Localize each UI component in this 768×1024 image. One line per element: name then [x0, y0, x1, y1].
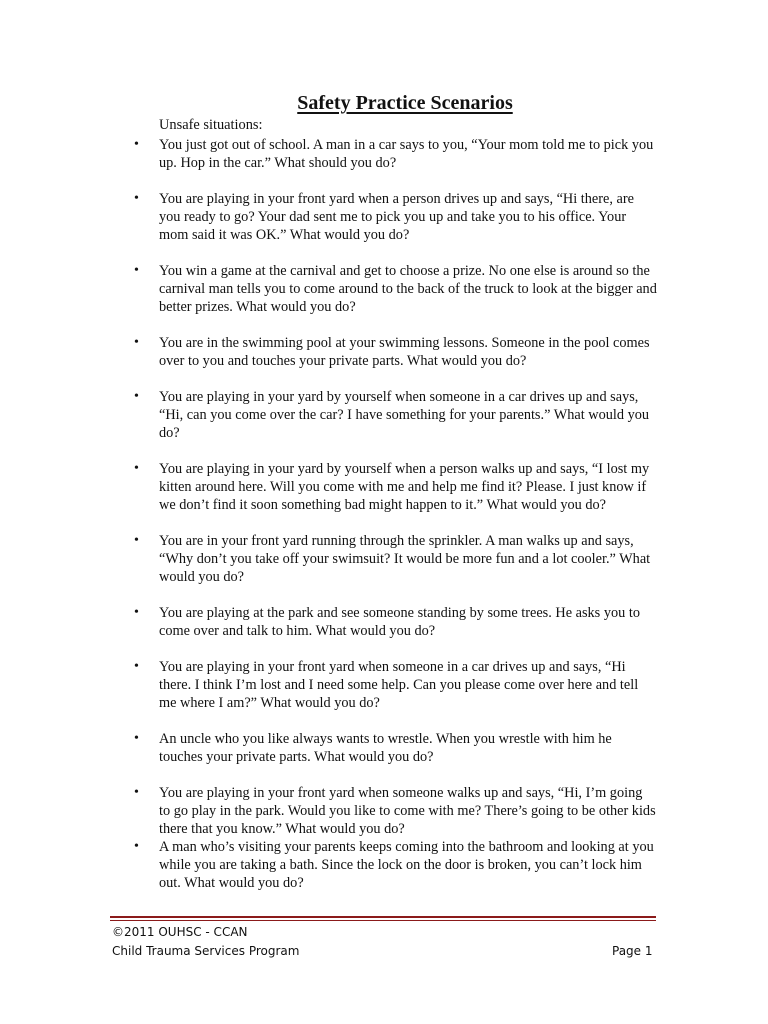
scenario-text: You are playing in your front yard when someone in a car drives up and says, “Hi there. I think I’m lost and I need some help. Can you please come over here and tell me where I am?” What would you do?: [159, 659, 639, 711]
footer-program-name: Child Trauma Services Program: [112, 944, 300, 958]
scenario-text: You are in the swimming pool at your swimming lessons. Someone in the pool comes over to you and touches your private parts. What would you do?: [159, 335, 650, 369]
scenario-text: You win a game at the carnival and get to choose a prize. No one else is around so the carnival man tells you to come around to the back of the truck to look at the bigger and better prizes. What would you do?: [159, 263, 657, 315]
bullet-icon: •: [134, 605, 139, 620]
scenario-text: You are playing in your yard by yourself when someone in a car drives up and says, “Hi, can you come over the car? I have something for your parents.” What would you do?: [159, 389, 650, 441]
list-item: [0, 730, 657, 766]
list-item: [0, 460, 657, 514]
bullet-icon: •: [134, 137, 139, 152]
list-item: [0, 334, 657, 370]
bullet-icon: •: [134, 785, 139, 800]
bullet-icon: •: [134, 335, 139, 350]
scenario-text: You are playing in your front yard when a person drives up and says, “Hi there, are you ready to go? Your dad sent me to pick you up and take you to his office. Your mom said it was OK.” What would you do?: [159, 191, 634, 243]
section-subheading: Unsafe situations:: [159, 117, 263, 133]
list-item: [0, 838, 657, 892]
list-item: [0, 136, 657, 172]
footer-page-number: Page 1: [612, 944, 653, 958]
scenario-text: You just got out of school. A man in a car says to you, “Your mom told me to pick you up. Hop in the car.” What should you do?: [159, 137, 654, 171]
scenario-text: An uncle who you like always wants to wrestle. When you wrestle with him he touches your private parts. What would you do?: [159, 731, 612, 765]
bullet-icon: •: [134, 731, 139, 746]
scenario-text: You are playing at the park and see someone standing by some trees. He asks you to come over and talk to him. What would you do?: [159, 605, 640, 639]
footer-divider: [110, 916, 656, 918]
bullet-icon: •: [134, 191, 139, 206]
bullet-icon: •: [134, 533, 139, 548]
scenario-text: You are playing in your front yard when someone walks up and says, “Hi, I’m going to go play in the park. Would you like to come with me? There’s going to be other kids there that you know.” What would you do?: [159, 785, 656, 837]
bullet-icon: •: [134, 263, 139, 278]
list-item: [0, 532, 657, 586]
list-item: [0, 388, 657, 442]
bullet-icon: •: [134, 389, 139, 404]
bullet-icon: •: [134, 839, 139, 854]
list-item: [0, 604, 657, 640]
footer-copyright: ©2011 OUHSC - CCAN: [112, 925, 248, 939]
scenario-list: [0, 136, 768, 892]
scenario-text: You are playing in your yard by yourself when a person walks up and says, “I lost my kitten around here. Will you come with me and help me find it? Please. I just know if we don’t find it soon something bad might happen to it.” What would you do?: [159, 461, 650, 513]
bullet-icon: •: [134, 461, 139, 476]
scenario-text: You are in your front yard running through the sprinkler. A man walks up and says, “Why don’t you take off your swimsuit? It would be more fun and a lot cooler.” What would you do?: [159, 533, 651, 585]
list-item: [0, 262, 657, 316]
bullet-icon: •: [134, 659, 139, 674]
list-item: [0, 784, 657, 838]
list-item: [0, 658, 657, 712]
page-title: Safety Practice Scenarios: [297, 92, 513, 114]
footer-divider-thin: [110, 920, 656, 921]
list-item: [0, 190, 657, 244]
scenario-text: A man who’s visiting your parents keeps coming into the bathroom and looking at you while you are taking a bath. Since the lock on the door is broken, you can’t lock him out. What would you do?: [159, 839, 654, 891]
